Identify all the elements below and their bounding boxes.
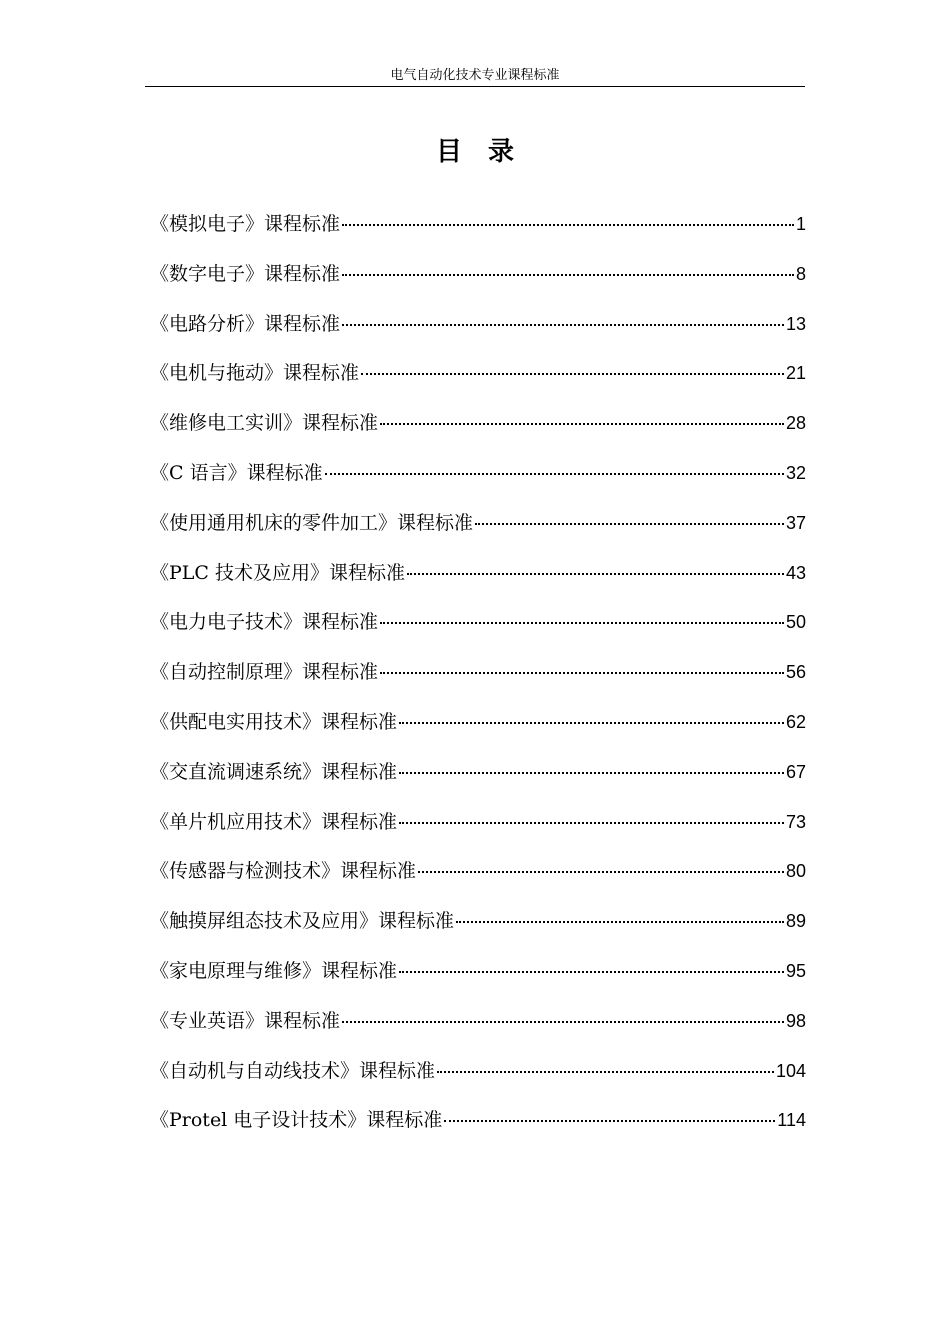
toc-entry-page: 73 — [785, 811, 806, 832]
toc-entry-page: 32 — [785, 462, 806, 483]
toc-entry-title: 《供配电实用技术》课程标准 — [150, 710, 398, 733]
dot-leader — [325, 473, 784, 475]
toc-entry-page: 67 — [785, 761, 806, 782]
toc-entry-title: 《传感器与检测技术》课程标准 — [150, 860, 417, 883]
toc-entry-title: 《模拟电子》课程标准 — [150, 213, 341, 235]
dot-leader — [380, 423, 784, 425]
dot-leader — [444, 1120, 775, 1122]
toc-entry[interactable] — [150, 752, 806, 802]
toc-entry[interactable] — [150, 353, 806, 403]
toc-entry[interactable] — [150, 901, 806, 951]
dot-leader — [399, 971, 784, 973]
toc-entry[interactable] — [150, 1051, 806, 1101]
toc-entry-title: 《自动机与自动线技术》课程标准 — [150, 1059, 436, 1082]
toc-entry[interactable] — [150, 204, 806, 254]
toc-entry-page: 95 — [785, 960, 806, 981]
toc-entry-page: 114 — [777, 1110, 806, 1131]
toc-entry-page: 50 — [785, 612, 806, 633]
toc-entry-page: 13 — [785, 313, 806, 334]
toc-entry[interactable] — [150, 652, 806, 702]
dot-leader — [380, 672, 784, 674]
toc-entry[interactable] — [150, 254, 806, 304]
toc-entry[interactable] — [150, 1100, 806, 1150]
toc-entry-page: 28 — [785, 413, 806, 434]
toc-entry-title: 《触摸屏组态技术及应用》课程标准 — [150, 910, 455, 933]
toc-entry[interactable] — [150, 602, 806, 652]
toc-entry-page: 56 — [785, 662, 806, 683]
toc-entry-title: 《使用通用机床的零件加工》课程标准 — [150, 511, 474, 534]
dot-leader — [399, 822, 784, 824]
toc-title: 目录 — [435, 137, 540, 167]
toc-entry[interactable] — [150, 403, 806, 453]
toc-entry-page: 1 — [795, 214, 806, 234]
table-of-contents — [150, 204, 806, 1150]
toc-entry[interactable] — [150, 851, 806, 901]
dot-leader — [361, 373, 784, 375]
toc-entry-title: 《数字电子》课程标准 — [150, 262, 341, 285]
toc-entry-title: 《单片机应用技术》课程标准 — [150, 810, 398, 833]
toc-entry-title: 《电路分析》课程标准 — [150, 312, 341, 335]
dot-leader — [437, 1071, 774, 1073]
toc-entry-title: 《自动控制原理》课程标准 — [150, 661, 379, 684]
toc-entry-title: 《PLC 技术及应用》课程标准 — [150, 561, 405, 584]
dot-leader — [399, 772, 784, 774]
toc-entry-page: 98 — [785, 1010, 806, 1031]
toc-entry[interactable] — [150, 702, 806, 752]
toc-entry-title: 《电机与拖动》课程标准 — [150, 362, 360, 385]
toc-entry-title: 《交直流调速系统》课程标准 — [150, 760, 398, 783]
dot-leader — [418, 871, 784, 873]
toc-entry-page: 89 — [785, 911, 806, 932]
toc-entry[interactable] — [150, 802, 806, 852]
toc-entry[interactable] — [150, 951, 806, 1001]
toc-entry-page: 21 — [785, 363, 806, 384]
toc-entry-page: 43 — [785, 562, 806, 583]
toc-entry-title: 《Protel 电子设计技术》课程标准 — [150, 1109, 443, 1132]
dot-leader — [456, 921, 784, 923]
toc-entry[interactable] — [150, 503, 806, 553]
toc-entry-page: 37 — [785, 512, 806, 533]
toc-entry[interactable] — [150, 553, 806, 603]
toc-entry-title: 《维修电工实训》课程标准 — [150, 412, 379, 435]
dot-leader — [399, 722, 784, 724]
dot-leader — [342, 224, 794, 226]
running-header-text: 电气自动化技术专业课程标准 — [390, 68, 560, 83]
toc-entry[interactable] — [150, 453, 806, 503]
running-header — [145, 66, 805, 87]
toc-entry-title: 《家电原理与维修》课程标准 — [150, 959, 398, 982]
toc-entry-page: 80 — [785, 861, 806, 882]
toc-entry-page: 62 — [785, 711, 806, 732]
toc-entry-page: 104 — [775, 1060, 806, 1081]
toc-entry[interactable] — [150, 1001, 806, 1051]
dot-leader — [380, 622, 784, 624]
dot-leader — [342, 1021, 784, 1023]
dot-leader — [342, 324, 784, 326]
toc-entry[interactable] — [150, 304, 806, 354]
dot-leader — [342, 274, 794, 276]
toc-entry-page: 8 — [795, 263, 806, 284]
dot-leader — [475, 523, 784, 525]
toc-entry-title: 《电力电子技术》课程标准 — [150, 611, 379, 634]
dot-leader — [407, 573, 784, 575]
toc-entry-title: 《C 语言》课程标准 — [150, 461, 323, 484]
toc-entry-title: 《专业英语》课程标准 — [150, 1009, 341, 1032]
